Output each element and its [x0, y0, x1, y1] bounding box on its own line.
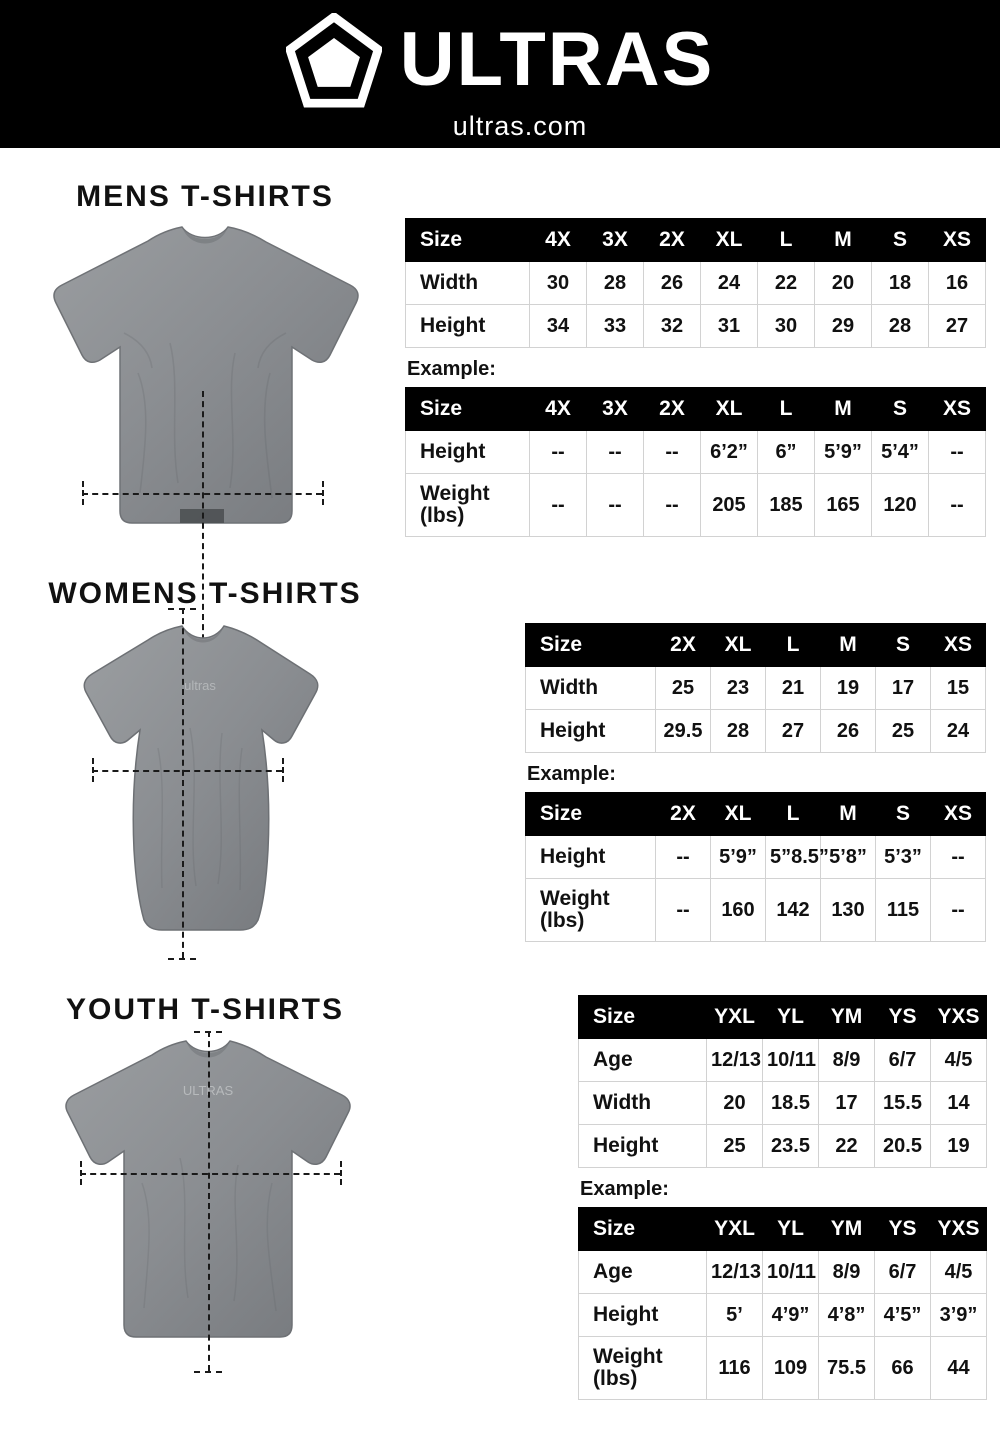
youth-height-guide	[208, 1031, 210, 1371]
womens-size-table	[525, 623, 986, 753]
th-ys: YS	[875, 1208, 931, 1251]
th-m: M	[821, 793, 876, 836]
row-label: Height	[526, 836, 656, 879]
cell: --	[929, 474, 986, 537]
th-4x: 4X	[530, 219, 587, 262]
cell: 26	[644, 262, 701, 305]
cell: 30	[758, 305, 815, 348]
cell: --	[644, 474, 701, 537]
cell: 20	[815, 262, 872, 305]
cell: 12/13	[707, 1039, 763, 1082]
table-row	[579, 1337, 987, 1400]
section-title-mens: MENS T-SHIRTS	[76, 180, 334, 213]
cell: 5’4”	[872, 431, 929, 474]
cell: 33	[587, 305, 644, 348]
table-row	[579, 1039, 987, 1082]
th-4x: 4X	[530, 388, 587, 431]
cell: 27	[766, 710, 821, 753]
th-m: M	[815, 219, 872, 262]
table-row	[579, 1125, 987, 1168]
cell: 66	[875, 1337, 931, 1400]
youth-width-guide-left-tick	[80, 1161, 82, 1185]
row-label: Width	[526, 667, 656, 710]
cell: 20	[707, 1082, 763, 1125]
cell: 23	[711, 667, 766, 710]
womens-example-label: Example:	[527, 763, 616, 785]
brand-url: ultras.com	[452, 110, 588, 141]
table-row	[406, 431, 986, 474]
th-yxl: YXL	[707, 1208, 763, 1251]
cell: 44	[931, 1337, 987, 1400]
th-3x: 3X	[587, 219, 644, 262]
cell: 8/9	[819, 1039, 875, 1082]
th-xl: XL	[711, 624, 766, 667]
th-l: L	[758, 219, 815, 262]
cell: 28	[587, 262, 644, 305]
cell: 116	[707, 1337, 763, 1400]
cell: 4/5	[931, 1039, 987, 1082]
cell: 28	[872, 305, 929, 348]
th-ym: YM	[819, 996, 875, 1039]
youth-width-guide-right-tick	[340, 1161, 342, 1185]
table-row	[526, 667, 986, 710]
th-l: L	[766, 624, 821, 667]
cell: 5’9”	[815, 431, 872, 474]
table-header-row	[579, 996, 987, 1039]
cell: 6”	[758, 431, 815, 474]
youth-width-guide	[80, 1173, 340, 1175]
youth-size-table	[578, 995, 987, 1168]
cell: 25	[876, 710, 931, 753]
cell: 25	[656, 667, 711, 710]
table-row	[526, 879, 986, 942]
mens-size-table	[405, 218, 986, 348]
th-2x: 2X	[656, 624, 711, 667]
youth-example-label: Example:	[580, 1178, 669, 1200]
th-xs: XS	[929, 388, 986, 431]
cell: 142	[766, 879, 821, 942]
row-label: Width	[406, 262, 530, 305]
th-xs: XS	[931, 624, 986, 667]
cell: 21	[766, 667, 821, 710]
cell: 24	[931, 710, 986, 753]
cell: 18.5	[763, 1082, 819, 1125]
table-row	[406, 262, 986, 305]
th-m: M	[815, 388, 872, 431]
pentagon-logo-icon	[286, 13, 382, 109]
row-label: Height	[579, 1125, 707, 1168]
table-header-row	[406, 388, 986, 431]
section-title-womens: WOMENS T-SHIRTS	[48, 577, 362, 610]
cell: --	[656, 879, 711, 942]
th-l: L	[758, 388, 815, 431]
th-2x: 2X	[644, 219, 701, 262]
th-m: M	[821, 624, 876, 667]
mens-tshirt-illustration	[20, 223, 390, 543]
table-header-row	[526, 624, 986, 667]
table-row	[406, 474, 986, 537]
section-womens	[0, 563, 1000, 983]
table-header-row	[406, 219, 986, 262]
cell: 22	[819, 1125, 875, 1168]
th-xl: XL	[711, 793, 766, 836]
mens-tables	[405, 218, 985, 537]
th-s: S	[872, 388, 929, 431]
th-ym: YM	[819, 1208, 875, 1251]
cell: 4’8”	[819, 1294, 875, 1337]
site-header	[0, 0, 1000, 148]
th-l: L	[766, 793, 821, 836]
womens-example-table	[525, 792, 986, 942]
cell: 130	[821, 879, 876, 942]
th-3x: 3X	[587, 388, 644, 431]
table-row	[526, 710, 986, 753]
mens-example-table	[405, 387, 986, 537]
th-yxl: YXL	[707, 996, 763, 1039]
th-size: Size	[406, 388, 530, 431]
row-label: Height	[526, 710, 656, 753]
cell: 205	[701, 474, 758, 537]
cell: --	[644, 431, 701, 474]
cell: 25	[707, 1125, 763, 1168]
th-yl: YL	[763, 996, 819, 1039]
cell: 4/5	[931, 1251, 987, 1294]
cell: 8/9	[819, 1251, 875, 1294]
th-s: S	[876, 793, 931, 836]
row-label: Weight (lbs)	[406, 474, 530, 537]
womens-height-guide	[182, 608, 184, 958]
svg-text:ULTRAS: ULTRAS	[182, 1083, 234, 1098]
table-row	[579, 1082, 987, 1125]
section-youth	[0, 983, 1000, 1423]
cell: 120	[872, 474, 929, 537]
th-size: Size	[526, 793, 656, 836]
th-xs: XS	[929, 219, 986, 262]
cell: --	[587, 474, 644, 537]
cell: 26	[821, 710, 876, 753]
womens-width-guide-left-tick	[92, 758, 94, 782]
cell: 6/7	[875, 1039, 931, 1082]
cell: 4’5”	[875, 1294, 931, 1337]
womens-height-guide-top-tick	[168, 608, 196, 610]
cell: --	[929, 431, 986, 474]
th-2x: 2X	[644, 388, 701, 431]
cell: 31	[701, 305, 758, 348]
th-size: Size	[579, 996, 707, 1039]
table-row	[406, 305, 986, 348]
row-label: Height	[406, 431, 530, 474]
youth-tables	[578, 995, 986, 1400]
row-label: Height	[579, 1294, 707, 1337]
cell: 12/13	[707, 1251, 763, 1294]
cell: 19	[821, 667, 876, 710]
table-header-row	[579, 1208, 987, 1251]
cell: 16	[929, 262, 986, 305]
cell: 3’9”	[931, 1294, 987, 1337]
cell: 20.5	[875, 1125, 931, 1168]
section-title-youth: YOUTH T-SHIRTS	[65, 993, 344, 1026]
th-xs: XS	[931, 793, 986, 836]
th-size: Size	[579, 1208, 707, 1251]
brand-lockup	[286, 13, 715, 109]
th-xl: XL	[701, 219, 758, 262]
svg-text:ultras: ultras	[184, 678, 216, 693]
cell: --	[931, 879, 986, 942]
mens-width-guide-left-tick	[82, 481, 84, 505]
row-label: Age	[579, 1251, 707, 1294]
cell: 32	[644, 305, 701, 348]
table-row	[579, 1251, 987, 1294]
cell: 165	[815, 474, 872, 537]
youth-example-table	[578, 1207, 987, 1400]
th-yxs: YXS	[931, 1208, 987, 1251]
cell: 115	[876, 879, 931, 942]
cell: 160	[711, 879, 766, 942]
cell: 5’8”	[821, 836, 876, 879]
cell: 14	[931, 1082, 987, 1125]
th-size: Size	[406, 219, 530, 262]
cell: 28	[711, 710, 766, 753]
cell: 5”8.5”	[766, 836, 821, 879]
th-yxs: YXS	[931, 996, 987, 1039]
womens-height-guide-bottom-tick	[168, 958, 196, 960]
cell: --	[931, 836, 986, 879]
cell: 75.5	[819, 1337, 875, 1400]
womens-tables	[525, 623, 985, 942]
cell: 17	[819, 1082, 875, 1125]
cell: 5’9”	[711, 836, 766, 879]
cell: 15	[931, 667, 986, 710]
cell: 34	[530, 305, 587, 348]
cell: 22	[758, 262, 815, 305]
row-label: Age	[579, 1039, 707, 1082]
cell: 5’	[707, 1294, 763, 1337]
th-size: Size	[526, 624, 656, 667]
womens-width-guide-right-tick	[282, 758, 284, 782]
th-yl: YL	[763, 1208, 819, 1251]
th-s: S	[872, 219, 929, 262]
womens-tshirt-illustration	[30, 618, 370, 958]
youth-height-guide-top-tick	[194, 1031, 222, 1033]
cell: 23.5	[763, 1125, 819, 1168]
cell: --	[587, 431, 644, 474]
cell: --	[656, 836, 711, 879]
th-s: S	[876, 624, 931, 667]
youth-tshirt-illustration	[30, 1033, 380, 1373]
th-xl: XL	[701, 388, 758, 431]
th-ys: YS	[875, 996, 931, 1039]
table-row	[579, 1294, 987, 1337]
cell: 18	[872, 262, 929, 305]
cell: 109	[763, 1337, 819, 1400]
mens-example-label: Example:	[407, 358, 496, 380]
cell: 19	[931, 1125, 987, 1168]
cell: 4’9”	[763, 1294, 819, 1337]
cell: 17	[876, 667, 931, 710]
cell: 6/7	[875, 1251, 931, 1294]
table-row	[526, 836, 986, 879]
mens-width-guide-right-tick	[322, 481, 324, 505]
cell: 185	[758, 474, 815, 537]
cell: 29	[815, 305, 872, 348]
th-2x: 2X	[656, 793, 711, 836]
cell: 29.5	[656, 710, 711, 753]
cell: --	[530, 431, 587, 474]
cell: 10/11	[763, 1039, 819, 1082]
youth-height-guide-bottom-tick	[194, 1371, 222, 1373]
row-label: Width	[579, 1082, 707, 1125]
cell: 24	[701, 262, 758, 305]
cell: --	[530, 474, 587, 537]
cell: 10/11	[763, 1251, 819, 1294]
cell: 15.5	[875, 1082, 931, 1125]
row-label: Weight (lbs)	[526, 879, 656, 942]
row-label: Height	[406, 305, 530, 348]
cell: 30	[530, 262, 587, 305]
section-mens	[0, 148, 1000, 563]
row-label: Weight (lbs)	[579, 1337, 707, 1400]
womens-width-guide	[92, 770, 282, 772]
cell: 5’3”	[876, 836, 931, 879]
cell: 27	[929, 305, 986, 348]
table-header-row	[526, 793, 986, 836]
cell: 6’2”	[701, 431, 758, 474]
brand-name: ULTRAS	[399, 17, 715, 103]
